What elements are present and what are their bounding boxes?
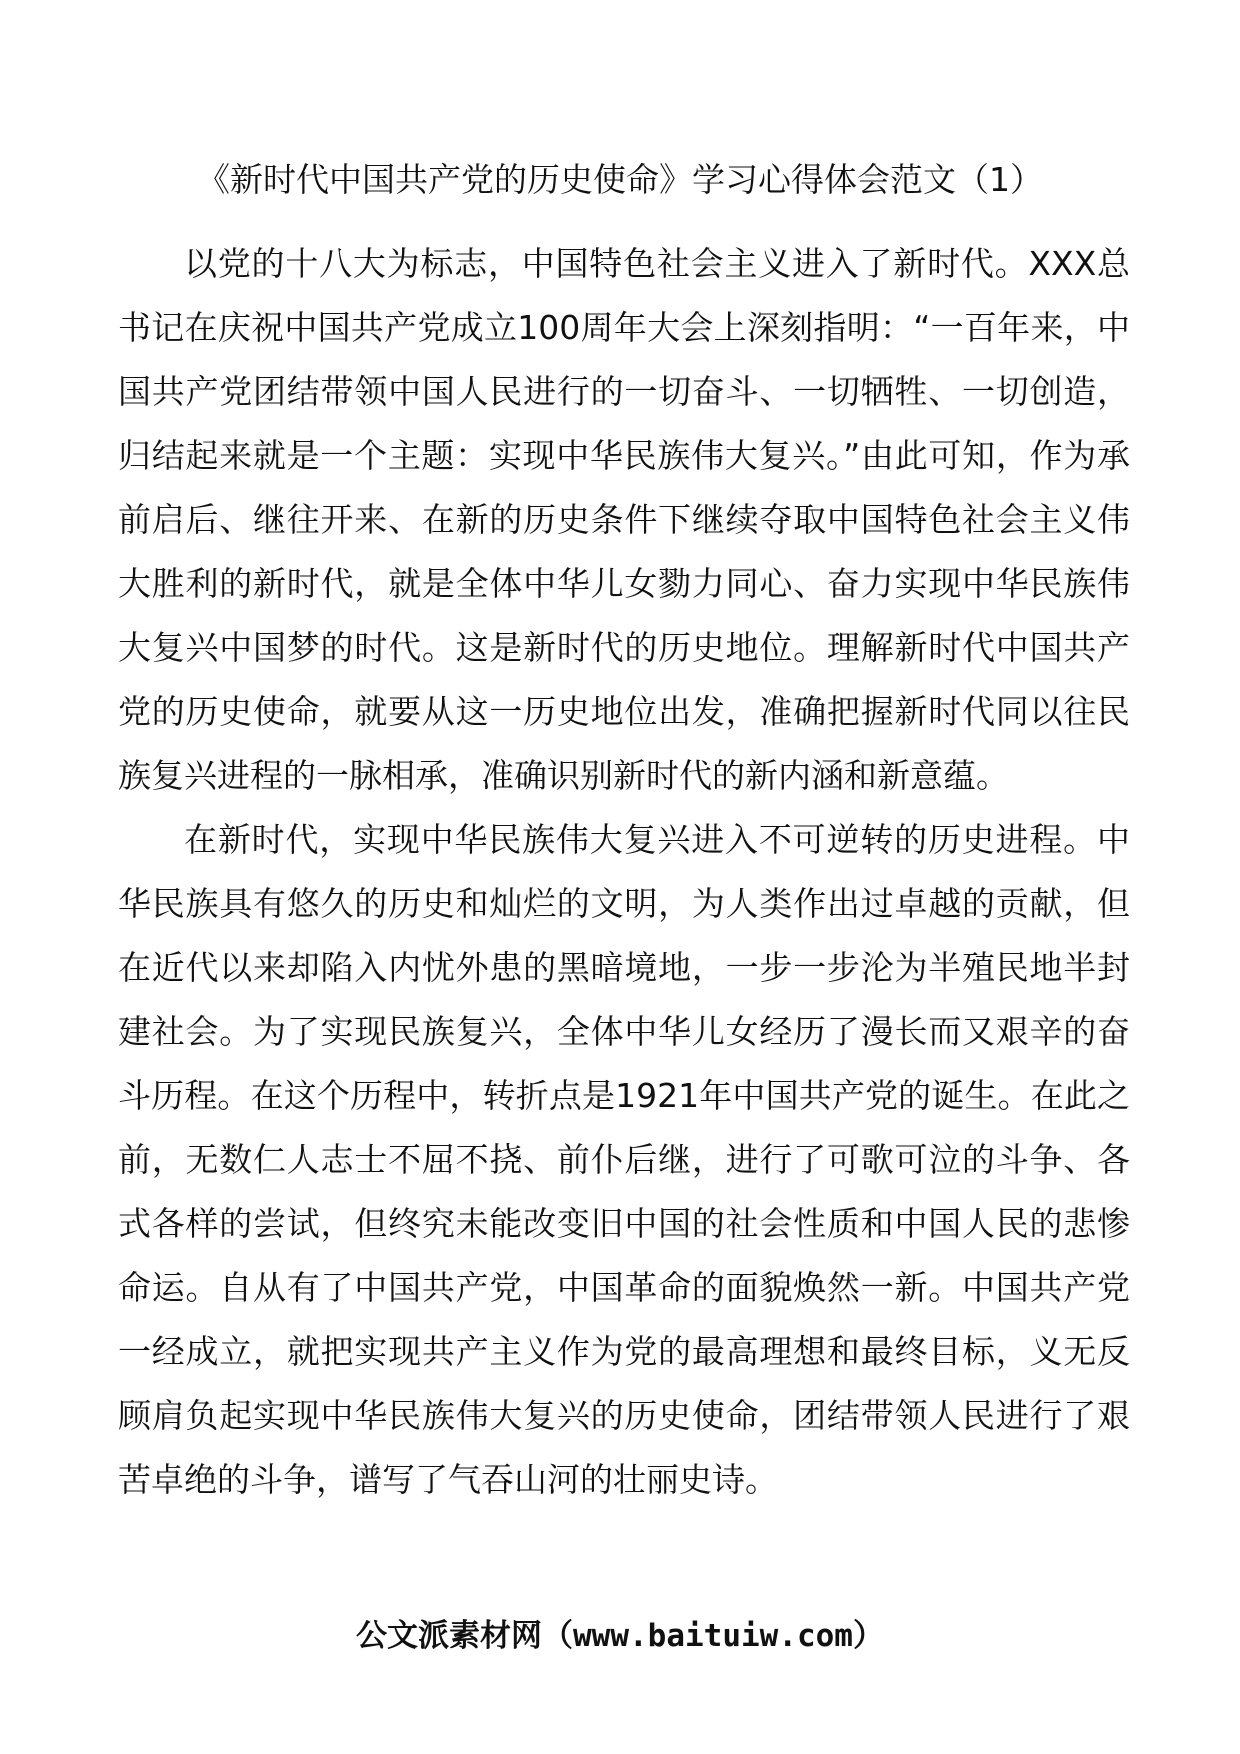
footer-paren-close: ） [852, 1618, 884, 1654]
paragraph-2: 在新时代，实现中华民族伟大复兴进入不可逆转的历史进程。中华民族具有悠久的历史和灿烂的文明，为人类作出过卓越的贡献，但在近代以来却陷入内忧外患的黑暗境地，一步一步沦为半殖民地半封建社会。为了实现民族复兴，全体中华儿女经历了漫长而又艰辛的奋斗历程。在这个历程中，转折点是1921年中国共产党的诞生。在此之前，无数仁人志士不屈不挠、前仆后继，进行了可歌可泣的斗争、各式各样的尝试，但终究未能改变旧中国的社会性质和中国人民的悲惨命运。自从有了中国共产党，中国革命的面貌焕然一新。中国共产党一经成立，就把实现共产主义作为党的最高理想和最终目标，义无反顾肩负起实现中华民族伟大复兴的历史使命，团结带领人民进行了艰苦卓绝的斗争，谱写了气吞山河的壮丽史诗。 [118, 820, 1130, 1499]
footer-watermark [0, 1614, 1240, 1658]
footer-url: www.baituiw.com [573, 1618, 853, 1654]
document-title: 《新时代中国共产党的历史使命》学习心得体会范文（1） [197, 160, 1043, 199]
footer-paren-open: （ [542, 1618, 574, 1654]
document-body [118, 232, 1130, 1512]
paragraph-1: 以党的十八大为标志，中国特色社会主义进入了新时代。XXX总书记在庆祝中国共产党成立100周年大会上深刻指明：“一百年来，中国共产党团结带领中国人民进行的一切奋斗、一切牺牲、一切创造，归结起来就是一个主题：实现中华民族伟大复兴。”由此可知，作为承前启后、继往开来、在新的历史条件下继续夺取中国特色社会主义伟大胜利的新时代，就是全体中华儿女勠力同心、奋力实现中华民族伟大复兴中国梦的时代。这是新时代的历史地位。理解新时代中国共产党的历史使命，就要从这一历史地位出发，准确把握新时代同以往民族复兴进程的一脉相承，准确识别新时代的新内涵和新意蕴。 [118, 244, 1130, 795]
footer-site-name: 公文派素材网 [356, 1618, 543, 1654]
